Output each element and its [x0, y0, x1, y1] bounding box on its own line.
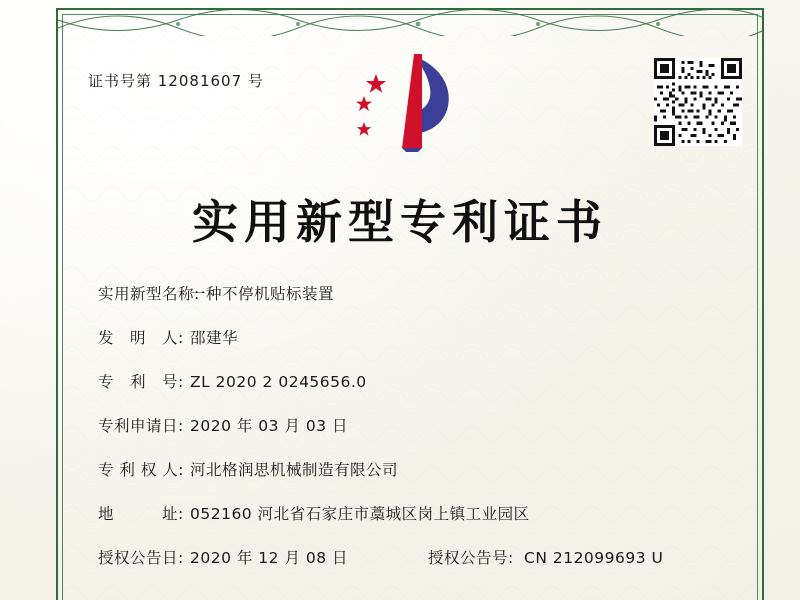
- field-grant-info: [98, 546, 730, 568]
- field-value: 一种不停机贴标装置: [190, 285, 335, 303]
- field-address: [98, 502, 730, 524]
- field-patentee: [98, 458, 730, 480]
- field-application-date: [98, 414, 730, 436]
- cnipa-logo: [340, 48, 470, 158]
- qr-code: [654, 58, 742, 146]
- field-value: 邵建华: [190, 329, 239, 347]
- field-label: 实用新型名称:: [98, 285, 200, 303]
- field-value: 河北格润思机械制造有限公司: [190, 461, 399, 479]
- field-value: ZL 2020 2 0245656.0: [190, 373, 367, 391]
- field-inventor: [98, 326, 730, 348]
- field-utility-model-name: [98, 282, 730, 304]
- field-label: 专利申请日:: [98, 417, 184, 435]
- field-patent-number: [98, 370, 730, 392]
- field-label: 地 址:: [98, 505, 184, 523]
- page-title: 实用新型专利证书: [192, 195, 608, 249]
- field-label: 授权公告号:: [428, 549, 514, 567]
- field-list: [98, 282, 730, 590]
- field-value: 2020 年 03 月 03 日: [190, 417, 349, 435]
- field-grant-date: [98, 546, 428, 568]
- field-label: 专 利 号:: [98, 373, 184, 391]
- field-label: 专 利 权 人:: [98, 461, 185, 479]
- field-value: 052160 河北省石家庄市藁城区岗上镇工业园区: [190, 505, 530, 523]
- field-label: 授权公告日:: [98, 549, 184, 567]
- certificate-number: 证书号第 12081607 号: [88, 72, 264, 90]
- field-label: 发 明 人:: [98, 329, 184, 347]
- field-value: 2020 年 12 月 08 日: [190, 549, 349, 567]
- field-grant-number: [428, 546, 663, 568]
- ornament-top-band: [58, 10, 764, 36]
- field-value: CN 212099693 U: [524, 549, 664, 567]
